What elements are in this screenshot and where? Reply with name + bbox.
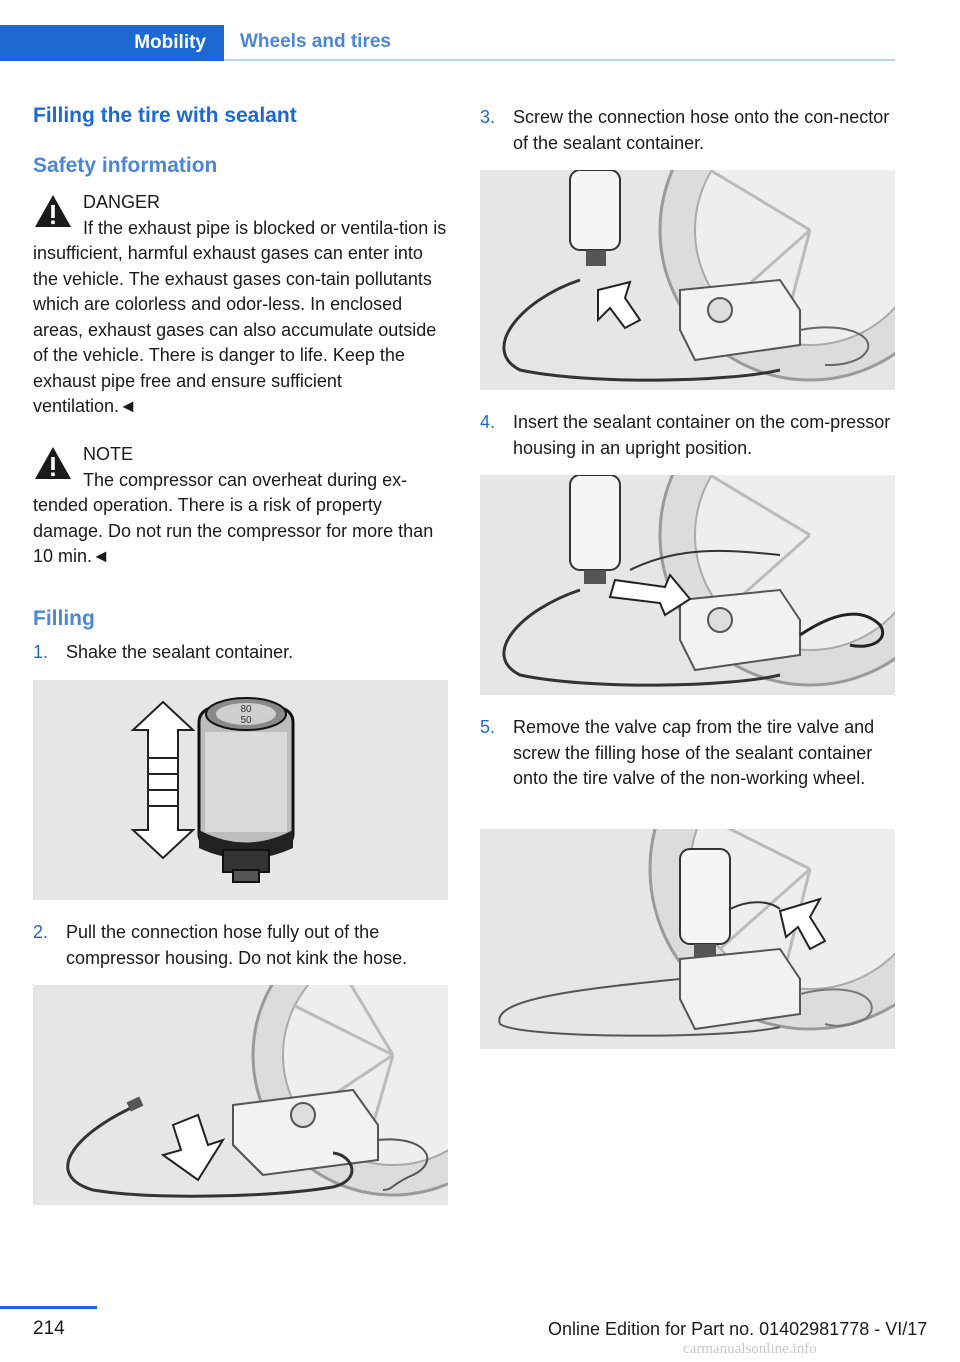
step-number: 5.	[480, 717, 496, 737]
figure-fill-tire	[480, 829, 895, 1049]
step-1	[33, 640, 448, 666]
page-number-rule	[0, 1306, 97, 1309]
warning-triangle-icon	[33, 193, 73, 229]
danger-text: If the exhaust pipe is blocked or ventila-tion is insufficient, harmful exhaust gases can enter into the vehicle. The exhaust gases con-tain pollutants which are colorless and odor-less. In enclosed areas, exhaust gases can also accumulate outside of the vehicle. There is danger to life. Keep the exhaust pipe free and ensure sufficient ventilation.◄	[33, 217, 447, 416]
section-tab-wheels-and-tires[interactable]: Wheels and tires	[224, 25, 895, 61]
step-2	[33, 920, 448, 971]
filling-heading: Filling	[33, 607, 95, 630]
step-number: 4.	[480, 412, 496, 432]
step-text: Pull the connection hose fully out of the compressor housing. Do not kink the hose.	[66, 922, 408, 968]
shake-container-illustration	[33, 680, 448, 900]
page-header	[0, 25, 895, 61]
note-warning	[33, 442, 448, 570]
pull-hose-illustration	[33, 985, 448, 1205]
section-tab-mobility[interactable]: Mobility	[0, 25, 224, 61]
step-text: Shake the sealant container.	[66, 642, 294, 662]
danger-label: DANGER	[83, 192, 161, 212]
step-5	[480, 715, 895, 792]
bottle-label-bottom: 50	[240, 715, 252, 726]
figure-pull-hose	[33, 985, 448, 1205]
step-4	[480, 410, 895, 461]
screw-hose-illustration	[480, 170, 895, 390]
page-number: 214	[33, 1318, 65, 1339]
fill-tire-illustration	[480, 829, 895, 1049]
danger-warning	[33, 190, 448, 420]
step-text: Insert the sealant container on the com-pressor housing in an upright position.	[513, 412, 891, 458]
figure-insert-container	[480, 475, 895, 695]
safety-heading: Safety information	[33, 154, 218, 177]
step-number: 3.	[480, 107, 496, 127]
figure-screw-hose	[480, 170, 895, 390]
step-number: 1.	[33, 642, 49, 662]
insert-container-illustration	[480, 475, 895, 695]
step-text: Remove the valve cap from the tire valve and screw the filling hose of the sealant container onto the tire valve of the non-working wheel.	[513, 717, 875, 788]
watermark: carmanualsonline.info	[683, 1341, 817, 1357]
edition-text: Online Edition for Part no. 01402981778 - VI/17	[548, 1319, 928, 1339]
step-3	[480, 105, 895, 156]
step-number: 2.	[33, 922, 49, 942]
step-text: Screw the connection hose onto the con-nector of the sealant container.	[513, 107, 890, 153]
bottle-label-top: 80	[240, 704, 252, 715]
note-label: NOTE	[83, 444, 134, 464]
note-text: The compressor can overheat during ex-tended operation. There is a risk of property damage. Do not run the compressor for more than 10 min.◄	[33, 469, 434, 566]
warning-triangle-icon	[33, 445, 73, 481]
figure-shake-container	[33, 680, 448, 900]
section-title: Filling the tire with sealant	[33, 104, 297, 127]
